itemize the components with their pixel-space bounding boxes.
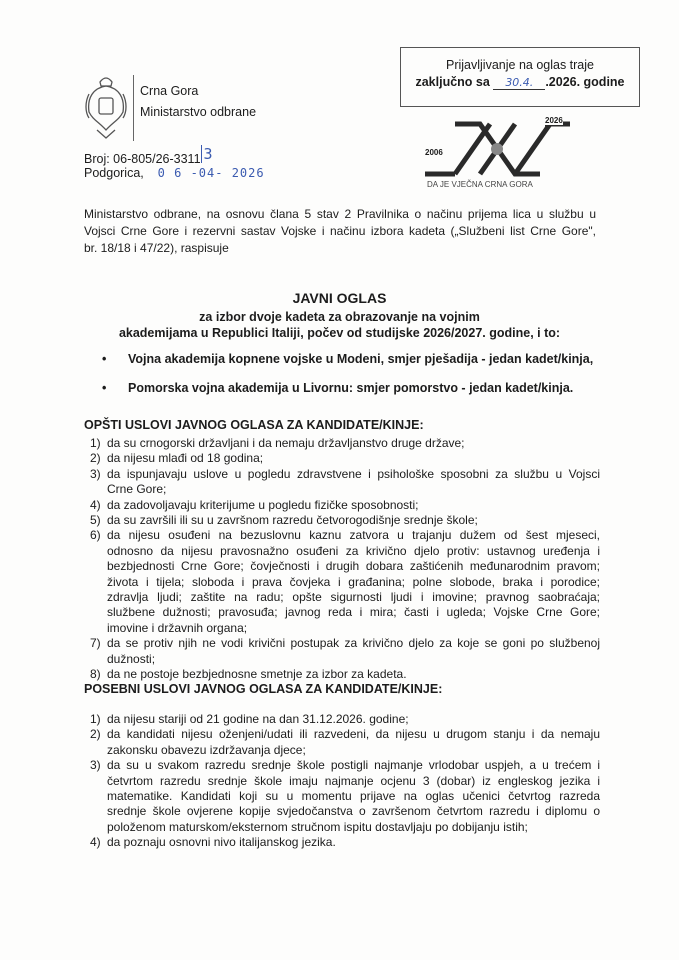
deadline-line2 [401,74,639,91]
condition-number: 4) [90,835,101,850]
condition-item [90,451,600,466]
xx-logo-icon [425,118,575,180]
condition-line: da se protiv njih ne vodi krivični postupak za krivično djelo za koje se goni po službenoj [107,636,600,651]
subtitle-line: za izbor dvoje kadeta za obrazovanje na vojnim [199,310,480,324]
condition-item [90,758,600,835]
condition-number: 3) [90,466,101,481]
condition-item [90,727,600,758]
condition-line: da poznaju osnovni nivo italijanskog jezika. [107,835,336,850]
condition-line: da su završili ili su u završnom razredu četvorogodišnje srednje škole; [107,513,478,528]
intro-paragraph [84,206,596,257]
special-conditions-heading: POSEBNI USLOVI JAVNOG OGLASA ZA KANDIDATE/KINJE: [84,682,443,696]
logo-motto: DA JE VJEČNA CRNA GORA [427,180,533,189]
anniversary-logo [425,118,575,193]
condition-line: dužnosti; [107,651,156,666]
condition-line: da ne postoje bezbjednosne smetnje za izbor za kadeta. [107,667,407,682]
condition-line: da su u svakom razredu srednje škole postigli najmanje vrlodobar uspjeh, a u trećem i [107,758,600,773]
condition-number: 1) [90,436,101,450]
document-title: JAVNI OGLAS [292,290,387,306]
condition-item [90,835,600,850]
condition-line: da nijesu stariji od 21 godine na dan 31.12.2026. godine; [107,712,409,726]
special-conditions-list [90,712,600,851]
reference-number-label: Broj: 06-805/26-3311 [84,152,201,166]
condition-item [90,528,600,636]
reference-number [84,145,214,167]
place-date [84,166,265,180]
condition-line: da nijesu osuđeni na bezuslovnu kaznu zatvora u trajanju dužem od šest mjeseci, [107,528,600,543]
date-stamp: 0 6 -04- 2026 [157,166,265,180]
condition-line: Crne Gore; [107,482,167,497]
bullet-text: Vojna akademija kopnene vojske u Modeni, smjer pješadija - jedan kadet/kinja, [128,352,594,366]
handwritten-deadline-date: 30.4. [493,76,545,90]
intro-line: Ministarstvo odbrane, na osnovu člana 5 stav 2 Pravilnika o načinu prijema lica u službu u [84,207,596,221]
subtitle-line: akademijama u Republici Italiji, počev od studijske 2026/2027. godine, i to: [118,326,561,340]
header-divider [133,75,134,141]
intro-line: br. 18/18 i 47/22), raspisuje [84,241,229,255]
condition-number: 6) [90,528,101,543]
deadline-box [400,47,640,107]
condition-line: zakonsku obavezu izdržavanja djece; [107,742,306,757]
document-subtitle [0,309,679,341]
ministry-name: Ministarstvo odbrane [140,105,257,119]
intro-line: Vojsci Crne Gore i rezervni sastav Vojske i načinu izbora kadeta („Službeni list Crne Gore", [84,224,596,238]
condition-line: zdravlja ljudi; zaštite na radu; opšte sigurnosti ljudi i imovine; pravnog saobraćaja; [107,590,600,605]
condition-line: da nijesu mlađi od 18 godina; [107,451,264,466]
condition-line: imovine i državnih organa; [107,620,248,635]
condition-item [90,712,600,727]
condition-number: 2) [90,727,101,742]
general-conditions-heading: OPŠTI USLOVI JAVNOG OGLASA ZA KANDIDATE/KINJE: [84,418,424,432]
bullet-text: Pomorska vojna akademija u Livornu: smjer pomorstvo - jedan kadet/kinja. [128,381,574,395]
condition-item [90,667,600,682]
bullet-icon: • [102,352,107,366]
condition-number: 3) [90,758,101,773]
condition-line: matematike. Kandidati koji su u momentu prijave na oglas učenici četvrtog razreda [107,789,600,804]
condition-item [90,636,600,667]
bullet-icon: • [102,381,107,395]
condition-number: 8) [90,667,101,682]
condition-line: srednje škole ovjerene kopije svjedočanstva o završenom četvrtom razredu i diplomu o [107,804,600,819]
condition-line: položenom maturskom/eksternom stručnom ispitu dostavljaju po dobijanju istih; [107,819,528,834]
country-name: Crna Gora [140,84,199,98]
condition-item [90,513,600,528]
condition-item [90,436,600,451]
condition-item [90,498,600,513]
logo-year-end: 2026 [545,116,563,125]
condition-number: 2) [90,451,101,466]
condition-number: 1) [90,712,101,726]
condition-line: da ispunjavaju uslove u pogledu zdravstvene i psihološke sposobni za službu u Vojsci [107,466,600,481]
condition-number: 4) [90,497,101,512]
deadline-prefix: zaključno sa [415,75,490,89]
handwritten-number: 3 [201,145,214,163]
condition-line: odnosno da nijesu pravosnažno osuđeni za krivično djelo protiv: ustavnog uređenja i [107,543,600,558]
logo-year-start: 2006 [425,148,443,157]
condition-line: četvrtom razredu srednje škole imaju najmanje ocjenu 3 (dobar) iz engleskog jezika i [107,773,600,788]
condition-line: da zadovoljavaju kriterijume u pogledu fizičke sposobnosti; [107,497,419,512]
place-label: Podgorica, [84,166,144,180]
condition-line: bezbjednosti Crne Gore; čovječnosti i drugih dobara zaštićenih međunarodnim pravom; [107,559,600,574]
condition-line: službene dužnosti; pravosuđa; javnog reda i mira; časti i ugleda; Vojske Crne Gore; [107,605,600,620]
condition-number: 5) [90,513,101,528]
deadline-suffix: .2026. godine [545,75,625,89]
condition-line: života i tijela; sloboda i prava čovjeka i građanina; polne slobode, braka i porodice; [107,574,600,589]
condition-line: da su crnogorski državljani i da nemaju državljanstvo druge države; [107,436,465,450]
condition-line: da kandidati nijesu oženjeni/udati ili razvedeni, da nijesu u drugom stanju i da nemaju [107,727,600,742]
condition-number: 7) [90,636,101,651]
condition-item [90,467,600,498]
coat-of-arms-icon [83,72,129,140]
general-conditions-list [90,436,600,683]
deadline-line1: Prijavljivanje na oglas traje [446,58,594,72]
